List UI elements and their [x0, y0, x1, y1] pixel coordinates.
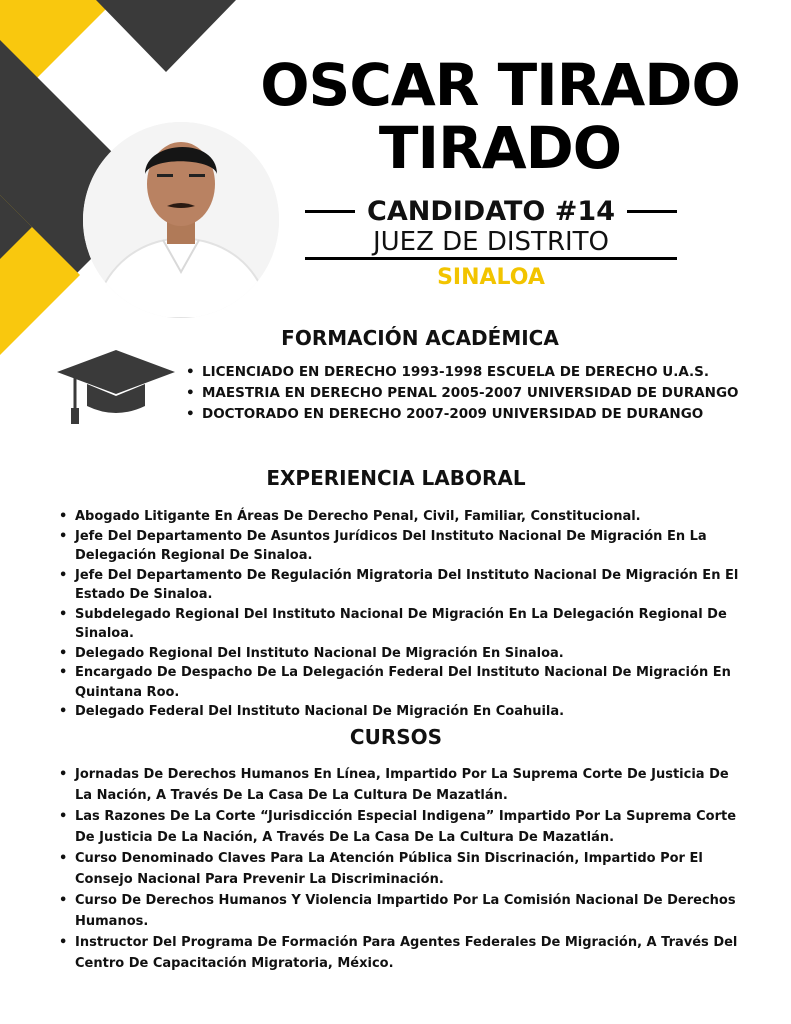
graduation-cap-icon — [57, 350, 175, 428]
experience-item: • Jefe Del Departamento De Regulación Migratoria Del Instituto Nacional De Migración En El Estado De Sinaloa. — [59, 566, 771, 605]
courses-list — [59, 764, 739, 974]
experience-item: • Delegado Federal Del Instituto Nacional De Migración En Coahuila. — [59, 702, 771, 722]
candidate-number: CANDIDATO #14 — [367, 195, 615, 227]
position-title: JUEZ DE DISTRITO — [372, 227, 610, 257]
dark-top-diamond — [96, 0, 236, 72]
experience-item: • Jefe Del Departamento De Asuntos Jurídicos Del Instituto Nacional De Migración En La Delegación Regional De Sinaloa. — [59, 527, 771, 566]
education-title: FORMACIÓN ACADÉMICA — [281, 326, 559, 350]
education-item: • LICENCIADO EN DERECHO 1993-1998 ESCUELA DE DERECHO U.A.S. — [186, 362, 746, 383]
candidate-name-line2: TIRADO — [378, 114, 622, 182]
courses-title: CURSOS — [349, 725, 443, 749]
course-item: • Instructor Del Programa De Formación Para Agentes Federales De Migración, A Través Del Centro De Capacitación Migratoria, México. — [59, 932, 739, 974]
candidate-number-row — [305, 191, 677, 231]
experience-title: EXPERIENCIA LABORAL — [266, 466, 526, 490]
course-item: • Las Razones De La Corte “Jurisdicción Especial Indigena” Impartido Por La Suprema Corte De Justicia De La Nación, A Través De La Casa De La Cultura De Mazatlán. — [59, 806, 739, 848]
divider-right — [627, 210, 677, 213]
education-list — [186, 362, 746, 425]
experience-item: • Encargado De Despacho De La Delegación Federal Del Instituto Nacional De Migración En Quintana Roo. — [59, 663, 771, 702]
course-item: • Curso De Derechos Humanos Y Violencia Impartido Por La Comisión Nacional De Derechos Humanos. — [59, 890, 739, 932]
state-label: SINALOA — [437, 265, 545, 290]
position-underline — [305, 257, 677, 260]
course-item: • Curso Denominado Claves Para La Atención Pública Sin Discrinación, Impartido Por El Consejo Nacional Para Prevenir La Discriminación. — [59, 848, 739, 890]
experience-item: • Delegado Regional Del Instituto Nacional De Migración En Sinaloa. — [59, 644, 771, 664]
education-item: • MAESTRIA EN DERECHO PENAL 2005-2007 UNIVERSIDAD DE DURANGO — [186, 383, 746, 404]
experience-list — [59, 507, 771, 722]
experience-item: • Abogado Litigante En Áreas De Derecho Penal, Civil, Familiar, Constitucional. — [59, 507, 771, 527]
candidate-name-line1: OSCAR TIRADO — [260, 51, 740, 119]
divider-left — [305, 210, 355, 213]
education-item: • DOCTORADO EN DERECHO 2007-2009 UNIVERSIDAD DE DURANGO — [186, 404, 746, 425]
course-item: • Jornadas De Derechos Humanos En Línea, Impartido Por La Suprema Corte De Justicia De La Nación, A Través De La Casa De La Cultura De Mazatlán. — [59, 764, 739, 806]
experience-item: • Subdelegado Regional Del Instituto Nacional De Migración En La Delegación Regional De Sinaloa. — [59, 605, 771, 644]
